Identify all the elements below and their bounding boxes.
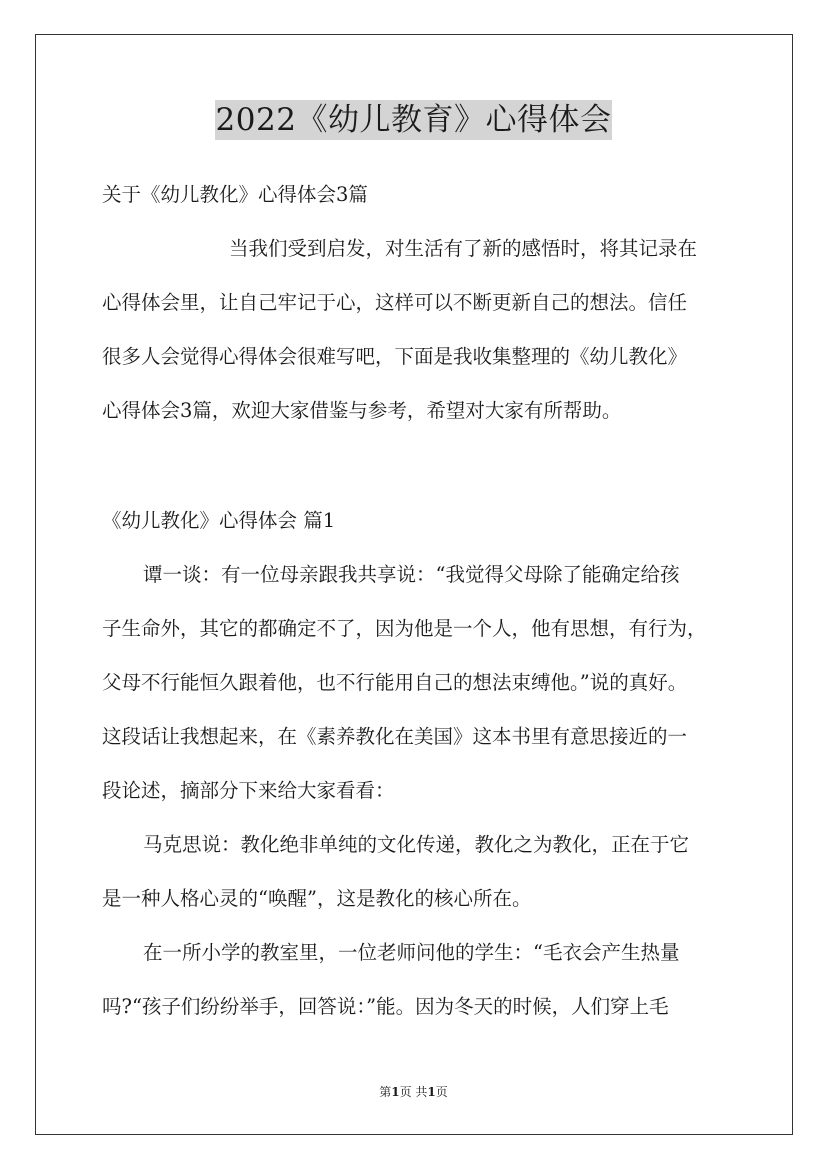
intro-line: 很多人会觉得心得体会很难写吧，下面是我收集整理的《幼儿教化》 xyxy=(102,345,688,368)
body-line: 在一所小学的教室里，一位老师问他的学生：“毛衣会产生热量 xyxy=(143,941,680,964)
footer-prefix: 第 xyxy=(379,1085,392,1099)
body-line: 段论述，摘部分下来给大家看看： xyxy=(102,779,395,802)
footer-page-current: 1 xyxy=(391,1085,400,1099)
body-line: 这段话让我想起来，在《素养教化在美国》这本书里有意思接近的一 xyxy=(102,725,688,748)
title-container xyxy=(0,100,827,140)
document-subtitle: 关于《幼儿教化》心得体会3篇 xyxy=(102,183,368,206)
document-title: 2022《幼儿教育》心得体会 xyxy=(215,102,612,138)
body-line: 父母不行能恒久跟着他，也不行能用自己的想法束缚他。”说的真好。 xyxy=(102,671,688,694)
body-line: 吗?“孩子们纷纷举手，回答说：”能。因为冬天的时候，人们穿上毛 xyxy=(102,995,669,1018)
section-heading: 《幼儿教化》心得体会 篇1 xyxy=(102,509,336,532)
footer-mid: 页 共 xyxy=(399,1085,428,1099)
body-line: 子生命外，其它的都确定不了，因为他是一个人，他有思想，有行为， xyxy=(102,617,707,640)
body-line: 谭一谈：有一位母亲跟我共享说：“我觉得父母除了能确定给孩 xyxy=(143,563,680,586)
footer-page-total: 1 xyxy=(427,1085,436,1099)
intro-line: 心得体会里，让自己牢记于心，这样可以不断更新自己的想法。信任 xyxy=(102,291,688,314)
footer-suffix: 页 xyxy=(435,1085,448,1099)
intro-line: 当我们受到启发，对生活有了新的感悟时，将其记录在 xyxy=(229,237,698,260)
body-line: 是一种人格心灵的“唤醒”，这是教化的核心所在。 xyxy=(102,887,532,910)
intro-line: 心得体会3篇，欢迎大家借鉴与参考，希望对大家有所帮助。 xyxy=(102,399,622,422)
page-footer xyxy=(0,1084,827,1100)
body-line: 马克思说：教化绝非单纯的文化传递，教化之为教化，正在于它 xyxy=(143,833,690,856)
